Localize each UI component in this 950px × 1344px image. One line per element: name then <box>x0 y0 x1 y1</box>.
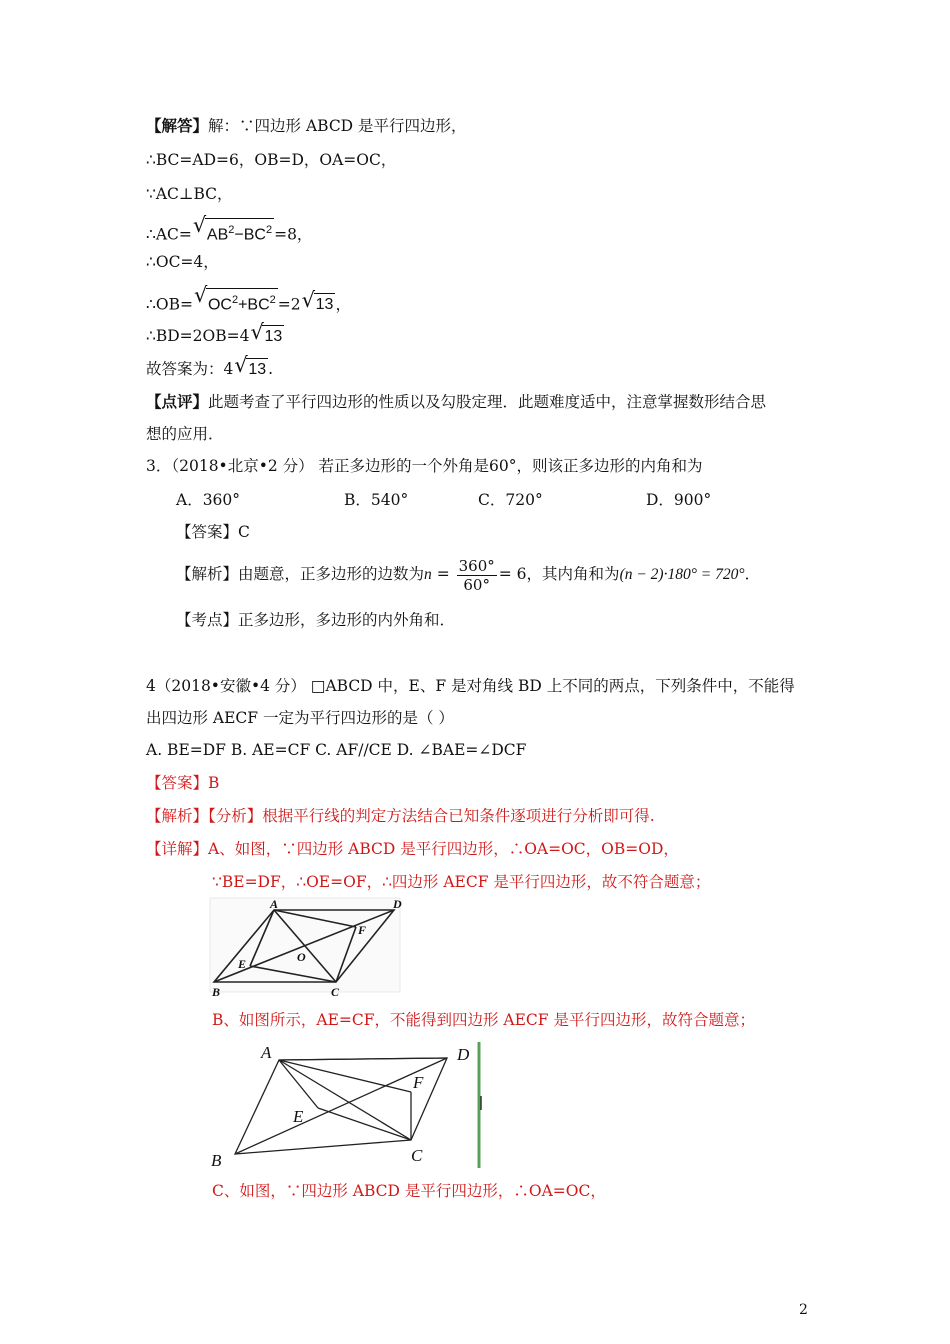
fraction: $\frac{360^\circ}{60^\circ}$ <box>458 556 495 594</box>
q3-option-d: D．900° <box>646 491 712 509</box>
sqrt-expression: √ $AB^2-BC^2$ <box>192 213 273 244</box>
label-d: D <box>457 1045 470 1064</box>
solution-line-6: ∴OB= √ $OC^2+BC^2 =2$ √ 13 ， <box>146 283 351 314</box>
label-c: C <box>331 985 340 999</box>
q4-stem-1: 4（2018•安徽•4 分） □ABCD 中，E、F 是对角线 BD 上不同的两点，下列条件中，不能得 <box>146 677 795 695</box>
q4-stem-2: 出四边形 AECF 一定为平行四边形的是（ ） <box>146 709 454 727</box>
q3-answer: 【答案】C <box>176 523 250 541</box>
label-o: O <box>297 950 306 964</box>
label-b: B <box>212 985 221 999</box>
parallelogram-figure-2 <box>205 1036 495 1176</box>
solution-line-2: ∴BC=AD=6，OB=D，OA=OC， <box>146 151 397 169</box>
label-a: A <box>261 1043 272 1062</box>
q4-detail-b: B、如图所示，AE=CF，不能得到四边形 AECF 是平行四边形，故符合题意； <box>212 1011 755 1029</box>
label-e: E <box>293 1107 304 1126</box>
label-f: F <box>413 1073 424 1092</box>
label-d: D <box>393 897 402 911</box>
solution-line-3: ∵AC⊥BC， <box>146 185 233 203</box>
solution-line-5: ∴OC=4， <box>146 253 219 271</box>
label-a: A <box>270 897 279 911</box>
q3-analysis: 【解析】由题意，正多边形的边数为n = $\frac{360^\circ}{60^\circ}$ = 6，其内角和为(n − 2)·180° = 720°． <box>176 556 761 594</box>
q4-detail-c: C、如图，∵四边形 ABCD 是平行四边形，∴OA=OC， <box>212 1182 606 1200</box>
q3-stem: 3．（2018•北京•2 分） 若正多边形的一个外角是60°，则该正多边形的内角和为 <box>146 457 703 475</box>
q4-analysis: 【解析】【分析】根据平行线的判定方法结合已知条件逐项进行分析即可得. <box>146 807 655 825</box>
q3-kaodian: 【考点】正多边形，多边形的内外角和． <box>176 611 456 629</box>
solution-line-8: 故答案为：4 √ 13 . <box>146 353 274 378</box>
label-b: B <box>211 1151 222 1170</box>
sqrt-expression: √ $OC^2+BC^2$ <box>193 283 276 314</box>
q3-option-b: B．540° <box>344 491 409 509</box>
q4-options: A. BE=DF B. AE=CF C. AF//CE D. ∠BAE=∠DCF <box>146 741 527 759</box>
label-f: F <box>358 923 367 937</box>
solution-line-7: ∴BD=2OB=4 √ 13 <box>146 320 283 345</box>
comment-line-2: 想的应用． <box>146 425 224 443</box>
q3-option-c: C．720° <box>478 491 543 509</box>
q4-detail-a-1: 【详解】A、如图，∵四边形 ABCD 是平行四边形，∴OA=OC，OB=OD， <box>146 840 679 858</box>
label-c: C <box>411 1146 423 1165</box>
comment-line-1: 【点评】此题考查了平行四边形的性质以及勾股定理．此题难度适中，注意掌握数形结合思 <box>146 392 767 411</box>
q4-answer: 【答案】B <box>146 774 220 792</box>
label-e: E <box>238 957 247 971</box>
q3-option-a: A．360° <box>176 491 241 509</box>
sqrt-13: √ 13 <box>301 288 334 314</box>
q4-detail-a-2: ∵BE=DF，∴OE=OF，∴四边形 AECF 是平行四边形，故不符合题意； <box>212 873 711 891</box>
sqrt-13: √ 13 <box>234 353 267 378</box>
page-number: 2 <box>799 1302 808 1318</box>
sqrt-13: √ 13 <box>250 320 283 345</box>
solution-line-1: 【解答】解：∵四边形 ABCD 是平行四边形， <box>146 116 467 135</box>
parallelogram-figure-1 <box>210 896 400 1000</box>
solution-line-4: ∴AC= √ $AB^2-BC^2 =8$， <box>146 213 313 244</box>
